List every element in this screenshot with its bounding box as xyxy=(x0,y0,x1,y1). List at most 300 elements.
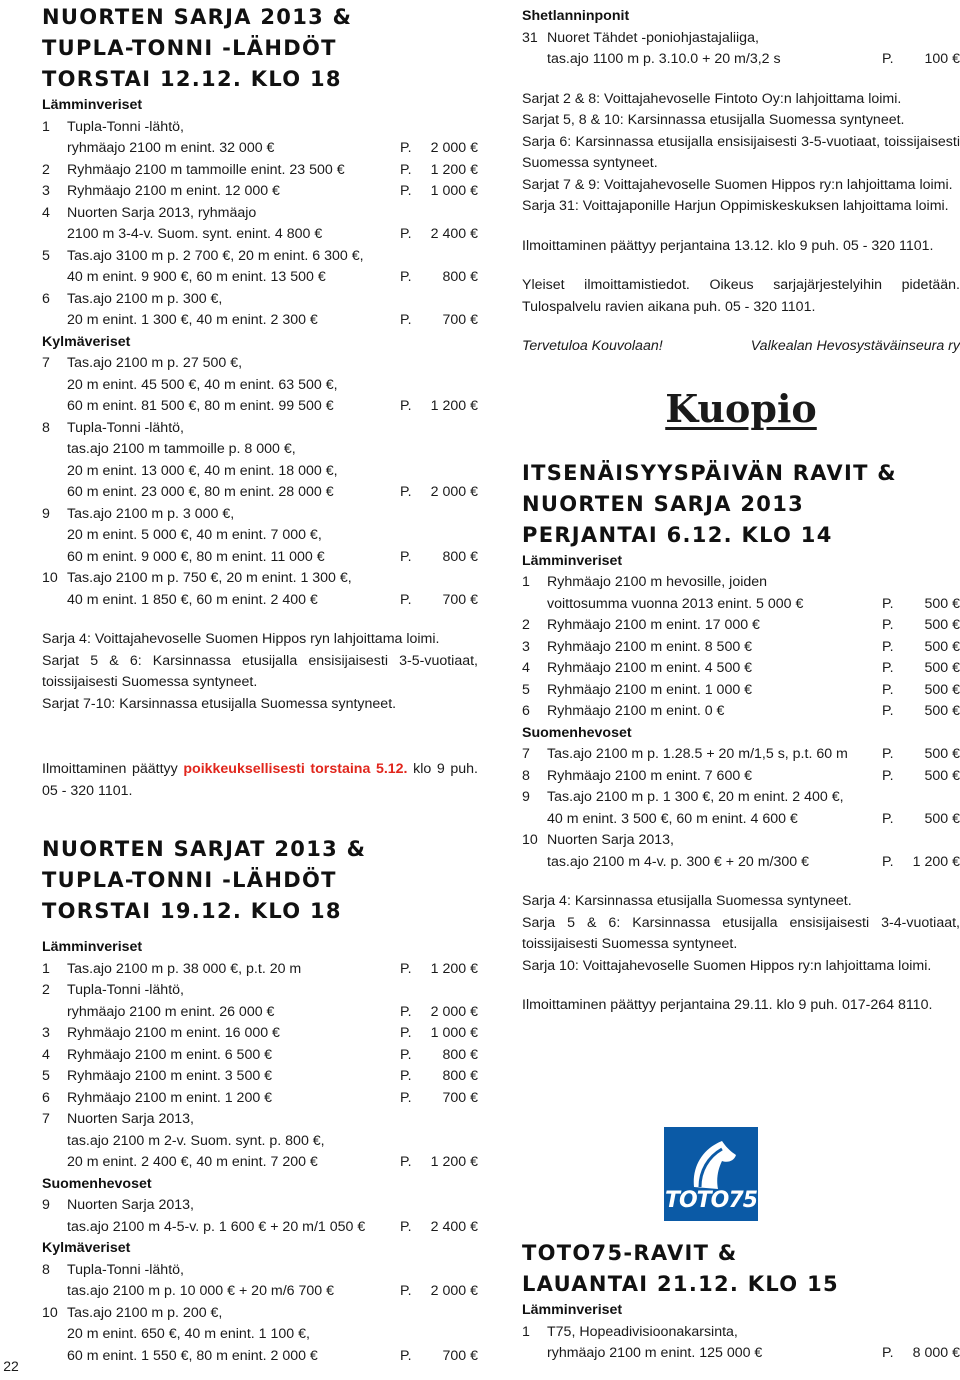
note: Sarja 10: Voittajahevoselle Suomen Hippos ry:n lahjoittama loimi. xyxy=(522,957,932,974)
race-list xyxy=(42,1260,478,1368)
prize-label: P. xyxy=(400,1025,412,1041)
registration-note xyxy=(42,759,478,802)
race-entry xyxy=(42,1303,478,1368)
race-list xyxy=(522,572,960,723)
prize xyxy=(400,590,478,612)
race-conditions: 40 m enint. 1 850 €, 60 m enint. 2 400 € xyxy=(67,591,318,608)
race-line xyxy=(67,1131,478,1153)
race-list xyxy=(522,744,960,873)
race-details xyxy=(67,117,478,160)
prize xyxy=(400,1066,478,1088)
category-heading: Lämminveriset xyxy=(522,1302,623,1318)
prize-label: P. xyxy=(400,1218,412,1235)
prize xyxy=(882,637,960,659)
race-entry xyxy=(522,28,960,71)
prize-amount: 1 200 € xyxy=(430,1154,478,1170)
category-heading: Kylmäveriset xyxy=(42,333,131,350)
toto75-section xyxy=(522,1238,960,1365)
note: Sarja 6: Karsinnassa etusijalla ensisijaisesti 3-5-vuotiaat, toissijaisesti Suomessa syntyneet. xyxy=(522,133,960,171)
race-conditions: Tupla-Tonni -lähtö, xyxy=(67,982,184,998)
race-line xyxy=(67,203,478,225)
prize-amount: 2 400 € xyxy=(430,1218,478,1235)
race-conditions: T75, Hopeadivisioonakarsinta, xyxy=(547,1323,738,1340)
note: Sarjat 5, 8 & 10: Karsinnassa etusijalla Suomessa syntyneet. xyxy=(522,112,905,128)
race-number: 1 xyxy=(522,1323,530,1340)
race-line xyxy=(67,1002,478,1024)
race-list xyxy=(42,959,478,1174)
race-details xyxy=(67,203,478,246)
race-line xyxy=(67,160,478,182)
race-line xyxy=(67,1045,478,1067)
prize xyxy=(882,594,960,616)
race-conditions: Ryhmäajo 2100 m enint. 0 € xyxy=(547,703,725,719)
race-number: 5 xyxy=(522,681,530,698)
race-details xyxy=(547,572,960,615)
prize xyxy=(400,1023,478,1045)
registration-deadline: poikkeuksellisesti torstaina 5.12. xyxy=(183,761,408,777)
race-conditions: ryhmäajo 2100 m enint. 125 000 € xyxy=(547,1345,763,1361)
race-conditions: Ryhmäajo 2100 m enint. 1 200 € xyxy=(67,1089,273,1106)
prize-label: P. xyxy=(400,1154,412,1170)
race-conditions: tas.ajo 1100 m p. 3.10.0 + 20 m/3,2 s xyxy=(547,51,781,67)
race-conditions: 20 m enint. 5 000 €, 40 m enint. 7 000 €, xyxy=(67,527,322,543)
prize xyxy=(400,1281,478,1303)
prize xyxy=(400,1002,478,1024)
race-number: 1 xyxy=(522,574,530,590)
race-line xyxy=(547,852,960,874)
race-number: 4 xyxy=(42,1046,50,1063)
prize-amount: 500 € xyxy=(924,746,960,762)
welcome-text: Tervetuloa Kouvolaan! xyxy=(522,338,663,354)
prize xyxy=(882,680,960,702)
race-line xyxy=(67,353,478,375)
prize-label: P. xyxy=(882,853,894,870)
race-details xyxy=(547,766,960,788)
prize xyxy=(882,615,960,637)
prize xyxy=(882,1343,960,1365)
race-line xyxy=(67,980,478,1002)
prize xyxy=(400,959,478,981)
note: Sarja 5 & 6: Karsinnassa etusijalla ensisijaisesti 3-4-vuotiaat, toissijaisesti Suomessa syntyneet. xyxy=(522,914,960,952)
category-heading: Lämminveriset xyxy=(42,97,143,113)
race-details xyxy=(67,181,478,203)
race-conditions: tas.ajo 2100 m 2-v. Suom. synt. p. 800 €, xyxy=(67,1132,325,1149)
race-line xyxy=(67,1066,478,1088)
race-entry xyxy=(42,289,478,332)
prize-label: P. xyxy=(882,767,894,784)
prize-amount: 1 000 € xyxy=(430,1025,478,1041)
race-line xyxy=(67,246,478,268)
race-line xyxy=(67,1346,478,1368)
race-line xyxy=(67,504,478,526)
race-entry xyxy=(522,637,960,659)
race-conditions: 20 m enint. 13 000 €, 40 m enint. 18 000 €, xyxy=(67,462,338,479)
race-line xyxy=(67,590,478,612)
race-number: 31 xyxy=(522,29,538,46)
prize-label: P. xyxy=(882,1345,894,1361)
race-entry xyxy=(522,680,960,702)
race-conditions: Ryhmäajo 2100 m enint. 12 000 € xyxy=(67,183,280,199)
race-entry xyxy=(42,1088,478,1110)
race-conditions: tas.ajo 2100 m 4-v. p. 300 € + 20 m/300 € xyxy=(547,853,809,870)
race-number: 5 xyxy=(42,247,50,264)
note: Sarja 31: Voittajaponille Harjun Oppimiskeskuksen lahjoittama loimi. xyxy=(522,198,949,214)
race-details xyxy=(547,615,960,637)
race-number: 10 xyxy=(522,832,538,848)
race-line xyxy=(547,830,960,852)
title-line: LAUANTAI 21.12. KLO 15 xyxy=(522,1272,839,1296)
category-heading: Kylmäveriset xyxy=(42,1240,131,1256)
section-title xyxy=(522,458,960,551)
race-conditions: Ryhmäajo 2100 m enint. 1 000 € xyxy=(547,681,753,698)
race-number: 8 xyxy=(42,419,50,436)
race-line xyxy=(67,439,478,461)
registration-note: Ilmoittaminen päättyy perjantaina 13.12. klo 9 puh. 05 - 320 1101. xyxy=(522,237,934,254)
race-entry xyxy=(42,160,478,182)
prize xyxy=(882,49,960,71)
race-number: 2 xyxy=(522,617,530,633)
prize-label: P. xyxy=(400,960,412,977)
prize-label: P. xyxy=(400,1089,412,1106)
prize-label: P. xyxy=(400,398,412,414)
note: Sarja 4: Karsinnassa etusijalla Suomessa syntyneet. xyxy=(522,893,852,909)
race-details xyxy=(67,568,478,611)
race-number: 10 xyxy=(42,1304,58,1321)
race-line xyxy=(67,461,478,483)
race-number: 3 xyxy=(42,1025,50,1041)
right-column xyxy=(522,0,960,1017)
race-conditions: ryhmäajo 2100 m enint. 26 000 € xyxy=(67,1003,275,1020)
prize-amount: 2 400 € xyxy=(430,226,478,242)
prize-label: P. xyxy=(882,638,894,655)
race-conditions: 20 m enint. 1 300 €, 40 m enint. 2 300 € xyxy=(67,312,318,328)
race-entry xyxy=(42,203,478,246)
race-number: 9 xyxy=(522,789,530,805)
prize-label: P. xyxy=(882,810,894,827)
race-details xyxy=(67,1109,478,1174)
race-conditions: 20 m enint. 2 400 €, 40 m enint. 7 200 € xyxy=(67,1154,318,1170)
title-line: TUPLA-TONNI -LÄHDÖT xyxy=(42,868,337,892)
race-line xyxy=(67,482,478,504)
prize-amount: 1 200 € xyxy=(912,853,960,870)
race-line xyxy=(547,637,960,659)
race-conditions: tas.ajo 2100 m 4-5-v. p. 1 600 € + 20 m/1 050 € xyxy=(67,1218,366,1235)
prize xyxy=(400,224,478,246)
race-conditions: Tas.ajo 3100 m p. 2 700 €, 20 m enint. 6 300 €, xyxy=(67,247,364,264)
race-line xyxy=(547,787,960,809)
race-entry xyxy=(522,766,960,788)
race-details xyxy=(67,959,478,981)
venue-title: Kuopio xyxy=(665,385,817,431)
prize-label: P. xyxy=(400,1068,412,1084)
section-title xyxy=(42,2,478,95)
section-title xyxy=(42,834,478,927)
race-number: 9 xyxy=(42,1197,50,1213)
race-details xyxy=(67,1260,478,1303)
race-line xyxy=(67,547,478,569)
race-conditions: Nuorten Sarja 2013, xyxy=(547,832,674,848)
prize xyxy=(882,701,960,723)
race-number: 2 xyxy=(42,161,50,178)
race-details xyxy=(67,353,478,418)
race-entry xyxy=(522,787,960,830)
race-conditions: Tas.ajo 2100 m p. 750 €, 20 m enint. 1 300 €, xyxy=(67,570,352,586)
title-line: NUORTEN SARJA 2013 & xyxy=(42,5,353,29)
race-details xyxy=(547,830,960,873)
prize-amount: 2 000 € xyxy=(430,1003,478,1020)
race-entry xyxy=(42,418,478,504)
race-number: 3 xyxy=(42,183,50,199)
prize xyxy=(882,766,960,788)
race-number: 4 xyxy=(522,660,530,676)
prize-amount: 2 000 € xyxy=(430,140,478,156)
race-conditions: Nuorten Sarja 2013, xyxy=(67,1111,194,1127)
race-conditions: 40 m enint. 9 900 €, 60 m enint. 13 500 € xyxy=(67,269,326,285)
race-conditions: tas.ajo 2100 m tammoille p. 8 000 €, xyxy=(67,441,296,457)
race-line xyxy=(67,1152,478,1174)
race-details xyxy=(67,1195,478,1238)
prize-label: P. xyxy=(400,548,412,565)
prize xyxy=(400,267,478,289)
prize xyxy=(400,138,478,160)
prize xyxy=(400,1346,478,1368)
race-details xyxy=(67,980,478,1023)
race-number: 4 xyxy=(42,204,50,221)
race-number: 10 xyxy=(42,570,58,586)
signoff xyxy=(522,336,960,358)
race-conditions: Ryhmäajo 2100 m hevosille, joiden xyxy=(547,574,768,590)
race-conditions: Tupla-Tonni -lähtö, xyxy=(67,118,184,135)
race-line xyxy=(67,1195,478,1217)
prize-amount: 1 200 € xyxy=(430,398,478,414)
race-line xyxy=(547,680,960,702)
title-line: TUPLA-TONNI -LÄHDÖT xyxy=(42,36,337,60)
race-line xyxy=(67,525,478,547)
race-line xyxy=(547,49,960,71)
race-entry xyxy=(42,959,478,981)
prize-label: P. xyxy=(400,161,412,178)
race-details xyxy=(547,744,960,766)
race-number: 5 xyxy=(42,1068,50,1084)
prize-label: P. xyxy=(882,660,894,676)
prize-amount: 2 000 € xyxy=(430,484,478,500)
race-list xyxy=(42,117,478,332)
prize-label: P. xyxy=(400,484,412,500)
race-details xyxy=(67,1303,478,1368)
race-line xyxy=(547,658,960,680)
title-line: TOTO75-RAVIT & xyxy=(522,1241,738,1265)
race-conditions: Nuoret Tähdet -poniohjastajaliiga, xyxy=(547,29,759,46)
race-conditions: 20 m enint. 45 500 €, 40 m enint. 63 500 €, xyxy=(67,376,338,393)
race-entry xyxy=(522,830,960,873)
race-line xyxy=(547,1322,960,1344)
race-details xyxy=(547,28,960,71)
race-conditions: Ryhmäajo 2100 m enint. 7 600 € xyxy=(547,767,753,784)
race-number: 7 xyxy=(42,1111,50,1127)
prize-amount: 1 000 € xyxy=(430,183,478,199)
race-line xyxy=(67,310,478,332)
race-conditions: Tas.ajo 2100 m p. 200 €, xyxy=(67,1304,223,1321)
race-conditions: 60 m enint. 23 000 €, 80 m enint. 28 000 € xyxy=(67,484,334,500)
race-line xyxy=(547,572,960,594)
race-entry xyxy=(42,1109,478,1174)
race-details xyxy=(547,658,960,680)
registration-text: Ilmoittaminen päättyy xyxy=(42,761,178,777)
race-entry xyxy=(522,1322,960,1365)
prize-amount: 100 € xyxy=(924,51,960,67)
race-entry xyxy=(522,701,960,723)
race-line xyxy=(547,615,960,637)
prize xyxy=(882,744,960,766)
race-line xyxy=(547,744,960,766)
race-line xyxy=(547,594,960,616)
race-conditions: Tas.ajo 2100 m p. 300 €, xyxy=(67,290,223,307)
race-line xyxy=(547,701,960,723)
prize-label: P. xyxy=(400,140,412,156)
race-conditions: voittosumma vuonna 2013 enint. 5 000 € xyxy=(547,595,804,612)
note: Sarjat 7-10: Karsinnassa etusijalla Suomessa syntyneet. xyxy=(42,695,397,712)
prize xyxy=(400,482,478,504)
category-heading: Lämminveriset xyxy=(522,552,623,569)
race-conditions: Tas.ajo 2100 m p. 3 000 €, xyxy=(67,505,235,522)
race-conditions: Tas.ajo 2100 m p. 1 300 €, 20 m enint. 2 400 €, xyxy=(547,789,844,805)
race-conditions: Ryhmäajo 2100 m enint. 17 000 € xyxy=(547,617,760,633)
prize-amount: 8 000 € xyxy=(912,1345,960,1361)
prize-amount: 800 € xyxy=(442,269,478,285)
race-details xyxy=(547,701,960,723)
race-number: 7 xyxy=(42,355,50,371)
race-details xyxy=(67,1066,478,1088)
race-line xyxy=(67,1088,478,1110)
note: Sarjat 7 & 9: Voittajahevoselle Suomen Hippos ry:n lahjoittama loimi. xyxy=(522,176,953,193)
prize-amount: 500 € xyxy=(924,681,960,698)
race-conditions: Tas.ajo 2100 m p. 27 500 €, xyxy=(67,355,243,371)
prize xyxy=(400,1088,478,1110)
note: Sarjat 2 & 8: Voittajahevoselle Fintoto Oy:n lahjoittama loimi. xyxy=(522,90,902,107)
prize-amount: 2 000 € xyxy=(430,1283,478,1299)
race-line xyxy=(547,766,960,788)
prize-label: P. xyxy=(882,746,894,762)
race-line xyxy=(67,1023,478,1045)
race-details xyxy=(67,1023,478,1045)
prize xyxy=(400,181,478,203)
registration-text: klo 9 puh. 05 - 320 1101. xyxy=(42,761,478,799)
race-conditions: Tupla-Tonni -lähtö, xyxy=(67,419,184,436)
prize-label: P. xyxy=(882,595,894,612)
category-heading: Suomenhevoset xyxy=(522,724,632,741)
prize-amount: 500 € xyxy=(924,595,960,612)
race-line xyxy=(67,1217,478,1239)
page-number: 22 xyxy=(3,1358,19,1374)
prize-label: P. xyxy=(400,312,412,328)
race-details xyxy=(67,418,478,504)
race-line xyxy=(547,809,960,831)
race-list xyxy=(42,1195,478,1238)
race-details xyxy=(547,637,960,659)
toto75-logo xyxy=(664,1127,758,1221)
race-number: 8 xyxy=(42,1261,50,1278)
race-details xyxy=(547,787,960,830)
race-entry xyxy=(42,117,478,160)
prize-amount: 800 € xyxy=(442,548,478,565)
race-conditions: Ryhmäajo 2100 m enint. 3 500 € xyxy=(67,1068,273,1084)
race-details xyxy=(547,1322,960,1365)
prize-label: P. xyxy=(882,51,894,67)
race-line xyxy=(67,117,478,139)
prize-label: P. xyxy=(400,226,412,242)
race-entry xyxy=(42,568,478,611)
race-details xyxy=(547,680,960,702)
race-entry xyxy=(42,980,478,1023)
race-conditions: Nuorten Sarja 2013, xyxy=(67,1197,194,1213)
race-line xyxy=(67,959,478,981)
race-line xyxy=(67,1260,478,1282)
race-line xyxy=(67,568,478,590)
race-number: 3 xyxy=(522,638,530,655)
race-list xyxy=(42,353,478,611)
race-conditions: 60 m enint. 1 550 €, 80 m enint. 2 000 € xyxy=(67,1347,318,1364)
race-conditions: Tas.ajo 2100 m p. 1.28.5 + 20 m/1,5 s, p.t. 60 m xyxy=(547,746,848,762)
race-conditions: tas.ajo 2100 m p. 10 000 € + 20 m/6 700 € xyxy=(67,1283,334,1299)
prize-label: P. xyxy=(400,269,412,285)
title-line: NUORTEN SARJAT 2013 & xyxy=(42,837,367,861)
race-number: 1 xyxy=(42,118,50,135)
prize-amount: 800 € xyxy=(442,1046,478,1063)
race-line xyxy=(67,396,478,418)
race-entry xyxy=(42,246,478,289)
prize xyxy=(400,396,478,418)
prize-label: P. xyxy=(400,1003,412,1020)
race-entry xyxy=(42,1045,478,1067)
note: Sarjat 5 & 6: Karsinnassa etusijalla ensisijaisesti 3-5-vuotiaat, toissijaisesti Suomessa syntyneet. xyxy=(42,652,478,690)
race-entry xyxy=(42,1195,478,1238)
prize-label: P. xyxy=(400,1283,412,1299)
prize-amount: 1 200 € xyxy=(430,960,478,977)
race-conditions: Ryhmäajo 2100 m tammoille enint. 23 500 € xyxy=(67,161,345,178)
prize-amount: 700 € xyxy=(442,312,478,328)
title-line: PERJANTAI 6.12. KLO 14 xyxy=(522,522,833,547)
race-line xyxy=(67,1324,478,1346)
prize-amount: 500 € xyxy=(924,617,960,633)
prize xyxy=(400,310,478,332)
prize-amount: 1 200 € xyxy=(430,161,478,178)
race-line xyxy=(67,1303,478,1325)
race-entry xyxy=(522,658,960,680)
section-title xyxy=(522,1238,960,1300)
race-entry xyxy=(42,1260,478,1303)
race-line xyxy=(67,418,478,440)
race-details xyxy=(67,1088,478,1110)
race-conditions: 40 m enint. 3 500 €, 60 m enint. 4 600 € xyxy=(547,810,798,827)
race-number: 9 xyxy=(42,505,50,522)
prize-label: P. xyxy=(400,591,412,608)
prize-label: P. xyxy=(882,617,894,633)
prize-amount: 800 € xyxy=(442,1068,478,1084)
title-line: TORSTAI 19.12. KLO 18 xyxy=(42,899,342,923)
race-list xyxy=(522,28,960,71)
organizer-name: Valkealan Hevosystäväinseura ry xyxy=(750,338,960,354)
prize-amount: 500 € xyxy=(924,660,960,676)
race-line xyxy=(67,181,478,203)
race-number: 1 xyxy=(42,960,50,977)
race-entry xyxy=(522,615,960,637)
prize-label: P. xyxy=(882,703,894,719)
prize-amount: 500 € xyxy=(924,767,960,784)
title-line: NUORTEN SARJA 2013 xyxy=(522,491,805,516)
prize xyxy=(400,1045,478,1067)
race-line xyxy=(67,289,478,311)
race-number: 2 xyxy=(42,982,50,998)
